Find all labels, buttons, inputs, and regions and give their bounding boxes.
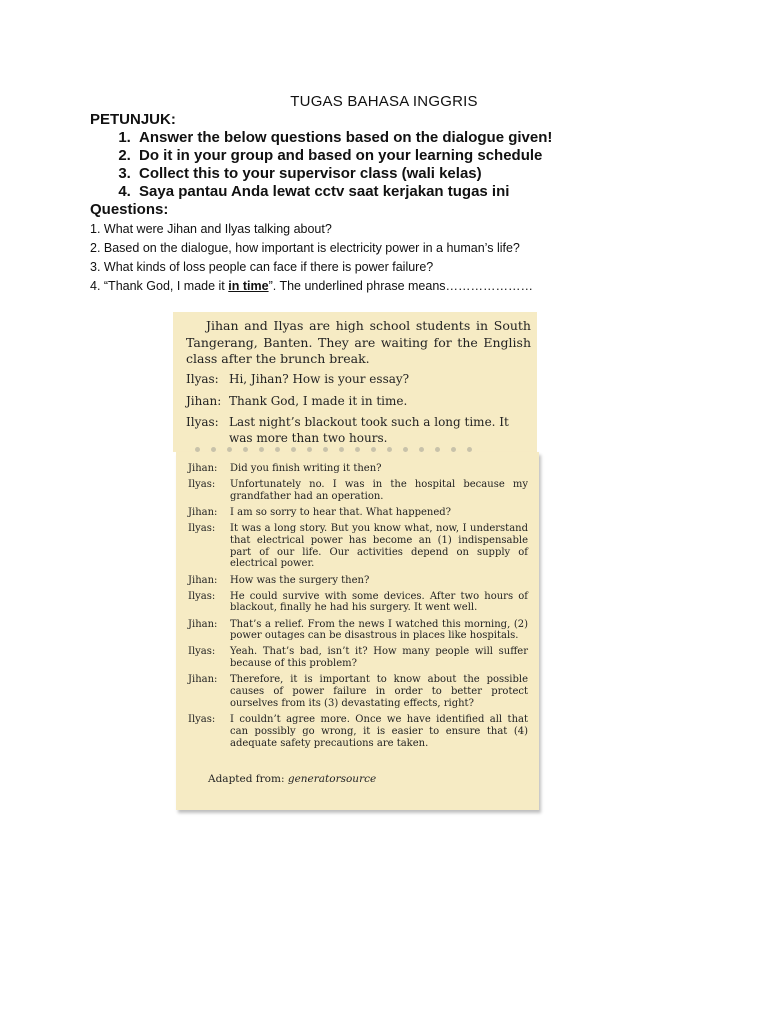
dialogue-line: [188, 575, 528, 587]
instruction-item: 4. Saya pantau Anda lewat cctv saat kerjakan tugas ini: [135, 183, 552, 201]
dialogue-line: [188, 646, 528, 670]
source-credit: [208, 773, 376, 785]
dialogue-line: [186, 372, 531, 388]
speaker: Ilyas:: [188, 714, 216, 726]
line-text: That’s a relief. From the news I watched this morning, (2) power outages can be disastrous in places like hospitals.: [230, 618, 528, 642]
line-text: He could survive with some devices. After two hours of blackout, finally he had his surgery. It went well.: [230, 590, 528, 614]
speaker: Jihan:: [188, 463, 218, 474]
dialogue-lines: [188, 463, 528, 754]
speaker: Ilyas:: [188, 590, 216, 602]
instructions-heading: PETUNJUK:: [90, 111, 176, 128]
page-title: TUGAS BAHASA INGGRIS: [290, 93, 478, 110]
source-name: generatorsource: [287, 773, 377, 785]
dialogue-line: [188, 674, 528, 709]
dialogue-line: [188, 507, 528, 519]
line-text: I couldn’t agree more. Once we have identified all that can possibly go wrong, it is easier to ensure that (4) adequate safety precautions are taken.: [230, 714, 528, 749]
question-2: 2. Based on the dialogue, how important is electricity power in a human’s life?: [90, 241, 520, 255]
line-text: I am so sorry to hear that. What happened?: [230, 506, 452, 518]
instruction-item: 1. Answer the below questions based on the dialogue given!: [135, 129, 552, 147]
dialogue-line: [188, 479, 528, 503]
speaker: Jihan:: [186, 393, 222, 408]
speaker: Ilyas:: [188, 479, 216, 491]
question-4-start: 4. “Thank God, I made it: [90, 279, 229, 293]
dialogue-line: [188, 463, 528, 475]
question-1: 1. What were Jihan and Ilyas talking about?: [90, 222, 332, 236]
speaker: Ilyas:: [188, 646, 216, 658]
instruction-item: 2. Do it in your group and based on your learning schedule: [135, 147, 552, 165]
source-label: Adapted from:: [208, 773, 288, 785]
speaker: Ilyas:: [186, 372, 219, 386]
questions-list: [90, 220, 533, 296]
line-text: Last night’s blackout took such a long time. It was more than two hours.: [229, 415, 509, 445]
line-text: Unfortunately no. I was in the hospital because my grandfather had an operation.: [230, 479, 528, 502]
dialogue-top-lines: [186, 372, 531, 452]
line-text: It was a long story. But you know what, now, I understand that electrical power has become an (1) indispensable part of our life. Our activities depend on supply of electrical power.: [230, 523, 528, 570]
speaker: Ilyas:: [186, 415, 219, 429]
dialogue-line: [188, 523, 528, 570]
speaker: Ilyas:: [188, 523, 216, 535]
instruction-item: 3. Collect this to your supervisor class (wali kelas): [135, 165, 552, 183]
line-text: Hi, Jihan? How is your essay?: [229, 372, 410, 386]
question-3: 3. What kinds of loss people can face if there is power failure?: [90, 260, 434, 274]
speaker: Jihan:: [188, 674, 218, 686]
question-4-end: ”. The underlined phrase means…………………: [268, 279, 534, 293]
line-text: Thank God, I made it in time.: [229, 393, 408, 408]
dialogue-line: [188, 619, 528, 643]
line-text: Yeah. That’s bad, isn’t it? How many people will suffer because of this problem?: [230, 646, 528, 670]
dialogue-line: [186, 415, 531, 446]
instructions-list: [90, 129, 552, 201]
question-4: [90, 277, 533, 296]
dialogue-line: [188, 714, 528, 749]
line-text: Did you finish writing it then?: [230, 463, 382, 474]
dialogue-intro: Jihan and Ilyas are high school students in South Tangerang, Banten. They are waiting for the English class after the brunch break.: [186, 318, 531, 366]
line-text: How was the surgery then?: [230, 574, 370, 586]
line-text: Therefore, it is important to know about the possible causes of power failure in order to better protect ourselves from its (3) devastating effects, right?: [230, 674, 528, 709]
dialogue-line: [186, 394, 531, 410]
questions-heading: Questions:: [90, 201, 169, 218]
speaker: Jihan:: [188, 506, 218, 518]
underlined-phrase: in time: [228, 279, 269, 293]
speaker: Jihan:: [188, 574, 218, 586]
dialogue-line: [188, 591, 528, 615]
speaker: Jihan:: [188, 618, 218, 630]
